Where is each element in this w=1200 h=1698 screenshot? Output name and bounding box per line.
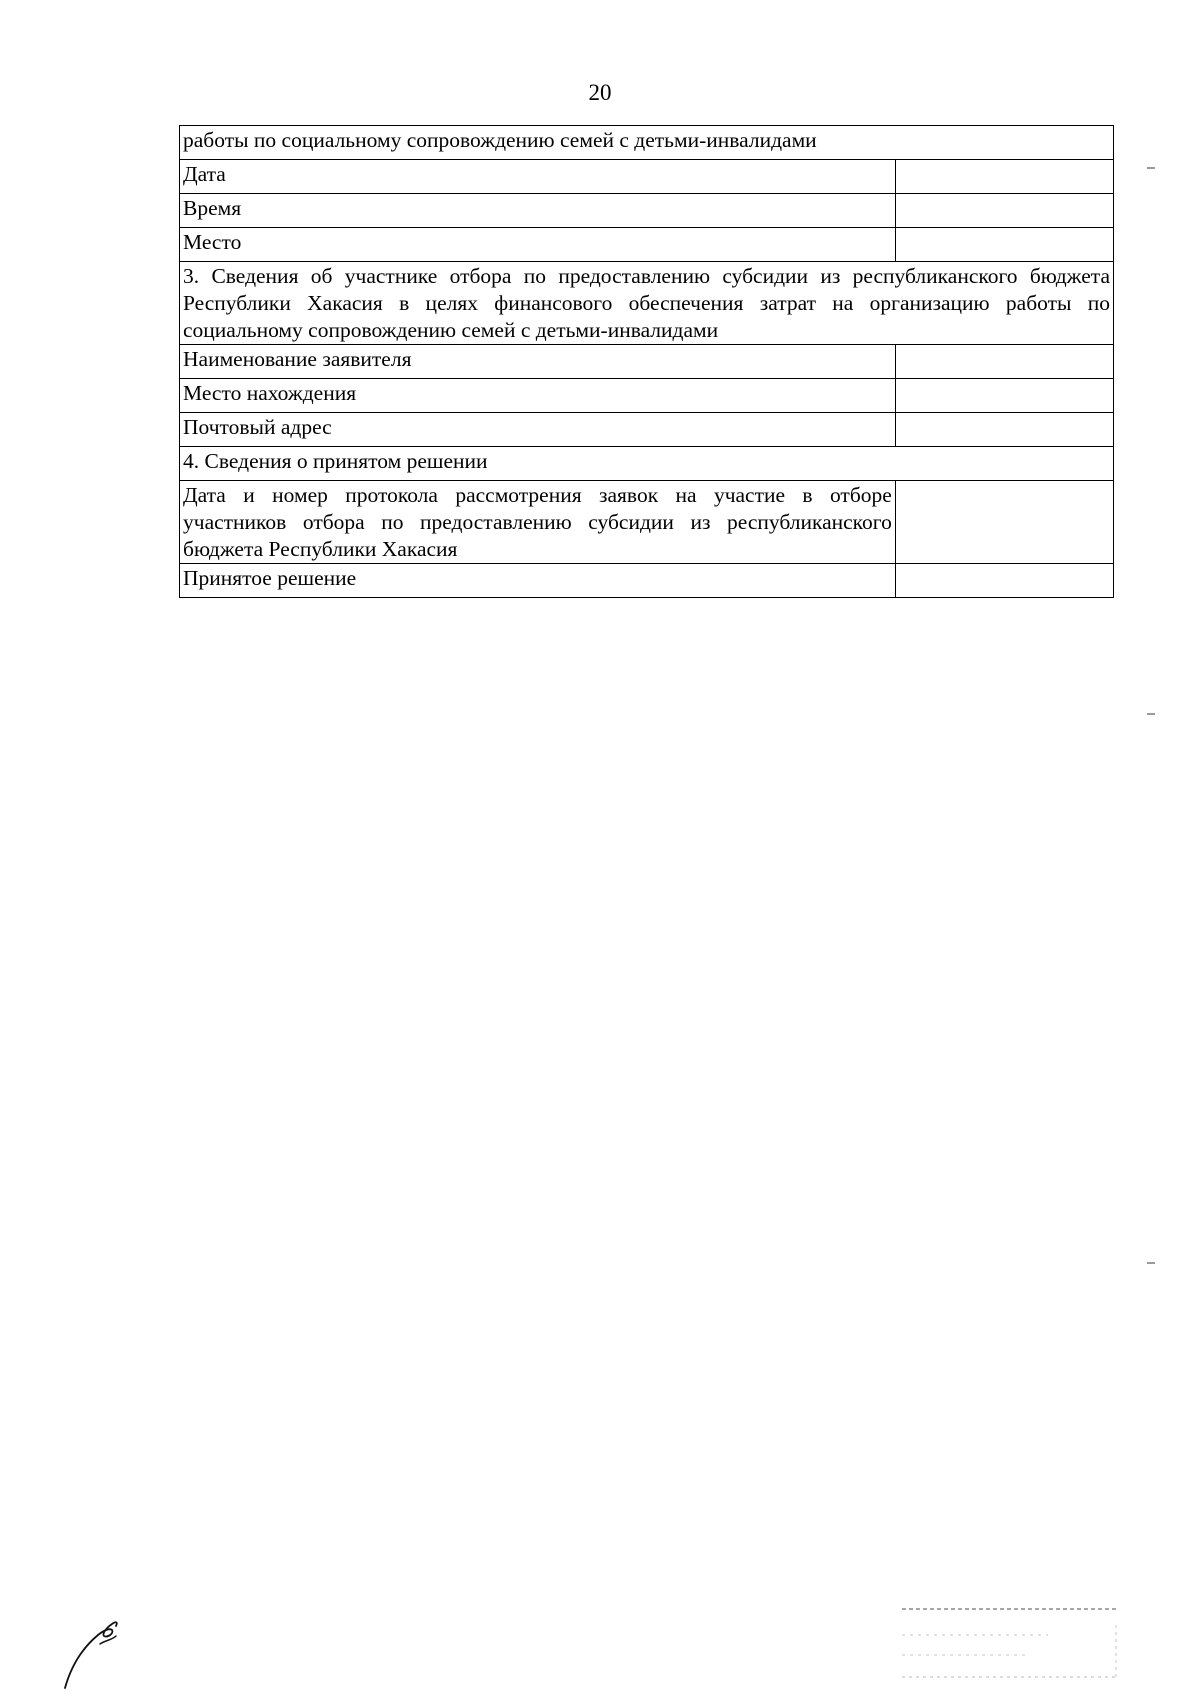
table-row	[180, 194, 1114, 228]
table-row	[180, 564, 1114, 598]
table-row	[180, 160, 1114, 194]
continuation-row-text: работы по социальному сопровождению семей с детьми-инвалидами	[180, 126, 1114, 160]
decision-label: Принятое решение	[180, 564, 896, 598]
table-row	[180, 413, 1114, 447]
table-row	[180, 379, 1114, 413]
location-value	[895, 379, 1113, 413]
postal-address-value	[895, 413, 1113, 447]
time-value	[895, 194, 1113, 228]
postal-address-label: Почтовый адрес	[180, 413, 896, 447]
scan-artifact	[1147, 1262, 1155, 1264]
scan-artifact	[1147, 167, 1155, 169]
section-4-heading: 4. Сведения о принятом решении	[180, 447, 1114, 481]
location-label: Место нахождения	[180, 379, 896, 413]
section-3-heading: 3. Сведения об участнике отбора по предоставлению субсидии из республиканского бюджета Республики Хакасия в целях финансового обеспечения затрат на организацию работы по социальному сопровождению семей с детьми-инвалидами	[180, 262, 1114, 345]
faint-stamp	[898, 1605, 1120, 1685]
applicant-name-value	[895, 345, 1113, 379]
place-label: Место	[180, 228, 896, 262]
table-row	[180, 447, 1114, 481]
table-row	[180, 228, 1114, 262]
protocol-value	[895, 481, 1113, 564]
protocol-label: Дата и номер протокола рассмотрения заявок на участие в отборе участников отбора по предоставлению субсидии из республиканского бюджета Республики Хакасия	[180, 481, 896, 564]
table-row	[180, 262, 1114, 345]
applicant-name-label: Наименование заявителя	[180, 345, 896, 379]
table-row	[180, 126, 1114, 160]
table-row	[180, 481, 1114, 564]
decision-value	[895, 564, 1113, 598]
table-row	[180, 345, 1114, 379]
place-value	[895, 228, 1113, 262]
date-label: Дата	[180, 160, 896, 194]
scan-artifact	[1147, 713, 1155, 715]
application-form-table	[179, 125, 1114, 598]
handwritten-signature	[60, 1600, 130, 1690]
page-number: 20	[588, 80, 612, 105]
date-value	[895, 160, 1113, 194]
time-label: Время	[180, 194, 896, 228]
